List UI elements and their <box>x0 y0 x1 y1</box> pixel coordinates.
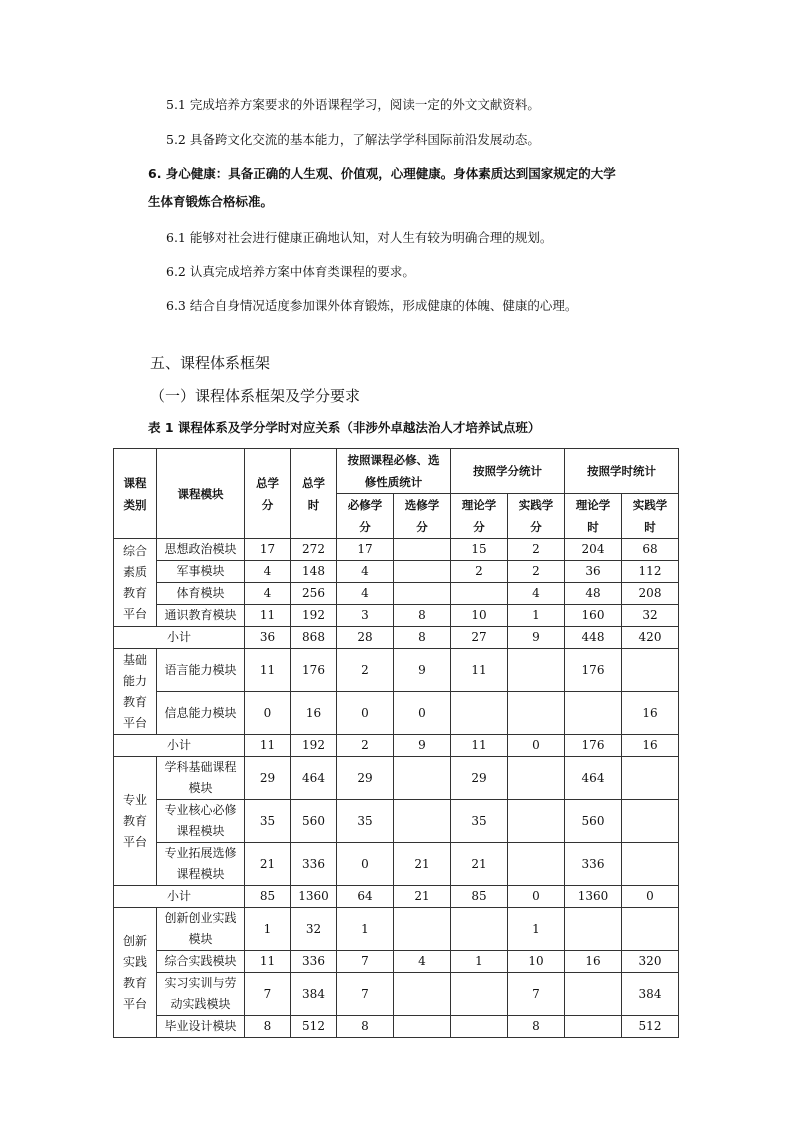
paragraph-5-2: 5.2 具备跨文化交流的基本能力，了解法学学科国际前沿发展动态。 <box>166 132 540 147</box>
subtotal-value: 2 <box>337 735 394 757</box>
value-cell <box>508 649 565 692</box>
table-row <box>114 757 679 800</box>
paragraph-6-line1: 6. 身心健康：具备正确的人生观、价值观，心理健康。身体素质达到国家规定的大学 <box>148 166 616 181</box>
value-cell: 4 <box>508 583 565 605</box>
subtotal-value: 0 <box>508 735 565 757</box>
subtotal-value: 868 <box>291 627 337 649</box>
value-cell: 4 <box>337 583 394 605</box>
module-cell: 学科基础课程 模块 <box>157 757 245 800</box>
value-cell <box>508 757 565 800</box>
value-cell: 7 <box>245 973 291 1016</box>
subtotal-value: 9 <box>508 627 565 649</box>
value-cell: 256 <box>291 583 337 605</box>
value-cell: 17 <box>337 539 394 561</box>
subtotal-value: 176 <box>565 735 622 757</box>
table-row <box>114 951 679 973</box>
value-cell: 8 <box>508 1016 565 1038</box>
value-cell: 4 <box>394 951 451 973</box>
subsection-heading: （一）课程体系框架及学分要求 <box>150 387 361 405</box>
value-cell <box>622 908 679 951</box>
subtotal-value: 85 <box>451 886 508 908</box>
module-cell: 通识教育模块 <box>157 605 245 627</box>
value-cell <box>622 757 679 800</box>
value-cell: 384 <box>291 973 337 1016</box>
module-cell: 毕业设计模块 <box>157 1016 245 1038</box>
value-cell: 21 <box>245 843 291 886</box>
value-cell: 464 <box>291 757 337 800</box>
subtotal-row <box>114 627 679 649</box>
module-cell: 专业核心必修 课程模块 <box>157 800 245 843</box>
value-cell: 8 <box>337 1016 394 1038</box>
value-cell: 2 <box>337 649 394 692</box>
table-header-row <box>114 449 679 494</box>
value-cell: 7 <box>508 973 565 1016</box>
subtotal-value: 448 <box>565 627 622 649</box>
value-cell: 0 <box>337 692 394 735</box>
value-cell: 29 <box>245 757 291 800</box>
value-cell <box>565 973 622 1016</box>
category-cell: 基础 能力 教育 平台 <box>114 649 157 735</box>
value-cell <box>451 583 508 605</box>
paragraph-6-line2: 生体育锻炼合格标准。 <box>148 194 274 209</box>
value-cell: 16 <box>565 951 622 973</box>
module-cell: 综合实践模块 <box>157 951 245 973</box>
value-cell: 0 <box>337 843 394 886</box>
value-cell: 32 <box>291 908 337 951</box>
paragraph-6-2: 6.2 认真完成培养方案中体育类课程的要求。 <box>166 264 415 279</box>
value-cell <box>394 800 451 843</box>
subtotal-label: 小计 <box>114 627 245 649</box>
header-theory-credits: 理论学 分 <box>451 494 508 539</box>
module-cell: 体育模块 <box>157 583 245 605</box>
subtotal-value: 0 <box>508 886 565 908</box>
table-row <box>114 800 679 843</box>
value-cell: 21 <box>451 843 508 886</box>
header-theory-hours: 理论学 时 <box>565 494 622 539</box>
subtotal-value: 1360 <box>291 886 337 908</box>
value-cell: 16 <box>622 692 679 735</box>
module-cell: 信息能力模块 <box>157 692 245 735</box>
value-cell: 512 <box>291 1016 337 1038</box>
value-cell: 464 <box>565 757 622 800</box>
value-cell: 336 <box>291 951 337 973</box>
table-row <box>114 1016 679 1038</box>
value-cell: 2 <box>508 561 565 583</box>
subtotal-value: 85 <box>245 886 291 908</box>
table-caption: 表 1 课程体系及学分学时对应关系（非涉外卓越法治人才培养试点班） <box>148 420 541 435</box>
value-cell <box>394 908 451 951</box>
value-cell: 11 <box>245 605 291 627</box>
value-cell: 10 <box>508 951 565 973</box>
value-cell: 112 <box>622 561 679 583</box>
value-cell: 15 <box>451 539 508 561</box>
value-cell: 272 <box>291 539 337 561</box>
header-total-credits: 总学 分 <box>245 449 291 539</box>
subtotal-value: 21 <box>394 886 451 908</box>
table-row <box>114 692 679 735</box>
table-row <box>114 649 679 692</box>
value-cell: 2 <box>451 561 508 583</box>
paragraph-5-1: 5.1 完成培养方案要求的外语课程学习，阅读一定的外文文献资料。 <box>166 97 540 112</box>
value-cell <box>622 800 679 843</box>
value-cell: 35 <box>337 800 394 843</box>
value-cell: 0 <box>394 692 451 735</box>
header-by-credits: 按照学分统计 <box>451 449 565 494</box>
value-cell <box>622 649 679 692</box>
value-cell: 320 <box>622 951 679 973</box>
value-cell: 512 <box>622 1016 679 1038</box>
value-cell <box>451 692 508 735</box>
subtotal-value: 64 <box>337 886 394 908</box>
subtotal-label: 小计 <box>114 886 245 908</box>
value-cell: 48 <box>565 583 622 605</box>
table-row <box>114 561 679 583</box>
value-cell: 204 <box>565 539 622 561</box>
value-cell: 192 <box>291 605 337 627</box>
value-cell <box>394 757 451 800</box>
value-cell: 176 <box>291 649 337 692</box>
value-cell: 1 <box>451 951 508 973</box>
value-cell <box>565 908 622 951</box>
value-cell <box>565 692 622 735</box>
value-cell: 1 <box>245 908 291 951</box>
subtotal-value: 192 <box>291 735 337 757</box>
header-total-hours: 总学 时 <box>291 449 337 539</box>
table-row <box>114 605 679 627</box>
header-required: 必修学 分 <box>337 494 394 539</box>
subtotal-row <box>114 735 679 757</box>
subtotal-value: 16 <box>622 735 679 757</box>
header-practice-hours: 实践学 时 <box>622 494 679 539</box>
course-table <box>113 448 679 1038</box>
value-cell: 17 <box>245 539 291 561</box>
header-category: 课程 类别 <box>114 449 157 539</box>
value-cell: 160 <box>565 605 622 627</box>
value-cell <box>451 1016 508 1038</box>
value-cell: 7 <box>337 951 394 973</box>
subtotal-value: 9 <box>394 735 451 757</box>
value-cell: 8 <box>245 1016 291 1038</box>
value-cell: 29 <box>337 757 394 800</box>
value-cell: 384 <box>622 973 679 1016</box>
value-cell: 16 <box>291 692 337 735</box>
value-cell: 336 <box>291 843 337 886</box>
module-cell: 语言能力模块 <box>157 649 245 692</box>
subtotal-value: 11 <box>245 735 291 757</box>
value-cell: 4 <box>245 583 291 605</box>
category-cell: 专业 教育 平台 <box>114 757 157 886</box>
category-cell: 创新 实践 教育 平台 <box>114 908 157 1038</box>
value-cell <box>394 973 451 1016</box>
value-cell <box>451 908 508 951</box>
value-cell: 11 <box>451 649 508 692</box>
value-cell: 560 <box>565 800 622 843</box>
table-row <box>114 843 679 886</box>
value-cell: 29 <box>451 757 508 800</box>
section-heading: 五、课程体系框架 <box>150 354 271 372</box>
value-cell: 11 <box>245 951 291 973</box>
value-cell: 1 <box>508 605 565 627</box>
table-row <box>114 539 679 561</box>
header-module: 课程模块 <box>157 449 245 539</box>
value-cell: 4 <box>245 561 291 583</box>
subtotal-value: 28 <box>337 627 394 649</box>
value-cell: 11 <box>245 649 291 692</box>
value-cell: 4 <box>337 561 394 583</box>
value-cell: 9 <box>394 649 451 692</box>
subtotal-value: 0 <box>622 886 679 908</box>
value-cell: 32 <box>622 605 679 627</box>
subtotal-value: 1360 <box>565 886 622 908</box>
subtotal-value: 8 <box>394 627 451 649</box>
value-cell <box>394 583 451 605</box>
category-cell: 综合 素质 教育 平台 <box>114 539 157 627</box>
value-cell <box>508 800 565 843</box>
module-cell: 思想政治模块 <box>157 539 245 561</box>
value-cell: 176 <box>565 649 622 692</box>
value-cell: 35 <box>245 800 291 843</box>
table-row <box>114 973 679 1016</box>
subtotal-row <box>114 886 679 908</box>
value-cell: 68 <box>622 539 679 561</box>
module-cell: 专业拓展选修 课程模块 <box>157 843 245 886</box>
value-cell: 3 <box>337 605 394 627</box>
table-row <box>114 583 679 605</box>
module-cell: 实习实训与劳 动实践模块 <box>157 973 245 1016</box>
subtotal-value: 420 <box>622 627 679 649</box>
value-cell <box>508 843 565 886</box>
value-cell: 7 <box>337 973 394 1016</box>
value-cell: 0 <box>245 692 291 735</box>
value-cell: 10 <box>451 605 508 627</box>
value-cell: 560 <box>291 800 337 843</box>
value-cell: 35 <box>451 800 508 843</box>
subtotal-value: 36 <box>245 627 291 649</box>
value-cell: 36 <box>565 561 622 583</box>
value-cell <box>394 539 451 561</box>
module-cell: 军事模块 <box>157 561 245 583</box>
value-cell: 336 <box>565 843 622 886</box>
subtotal-value: 27 <box>451 627 508 649</box>
value-cell: 1 <box>508 908 565 951</box>
value-cell: 2 <box>508 539 565 561</box>
header-practice-credits: 实践学 分 <box>508 494 565 539</box>
header-elective: 选修学 分 <box>394 494 451 539</box>
value-cell: 8 <box>394 605 451 627</box>
value-cell <box>508 692 565 735</box>
value-cell: 208 <box>622 583 679 605</box>
module-cell: 创新创业实践 模块 <box>157 908 245 951</box>
value-cell: 1 <box>337 908 394 951</box>
header-by-nature: 按照课程必修、选 修性质统计 <box>337 449 451 494</box>
paragraph-6-1: 6.1 能够对社会进行健康正确地认知，对人生有较为明确合理的规划。 <box>166 230 553 245</box>
table-row <box>114 908 679 951</box>
paragraph-6-3: 6.3 结合自身情况适度参加课外体育锻炼，形成健康的体魄、健康的心理。 <box>166 298 578 313</box>
value-cell: 148 <box>291 561 337 583</box>
value-cell <box>565 1016 622 1038</box>
value-cell: 21 <box>394 843 451 886</box>
value-cell <box>451 973 508 1016</box>
header-by-hours: 按照学时统计 <box>565 449 679 494</box>
value-cell <box>622 843 679 886</box>
value-cell <box>394 561 451 583</box>
subtotal-label: 小计 <box>114 735 245 757</box>
subtotal-value: 11 <box>451 735 508 757</box>
value-cell <box>394 1016 451 1038</box>
